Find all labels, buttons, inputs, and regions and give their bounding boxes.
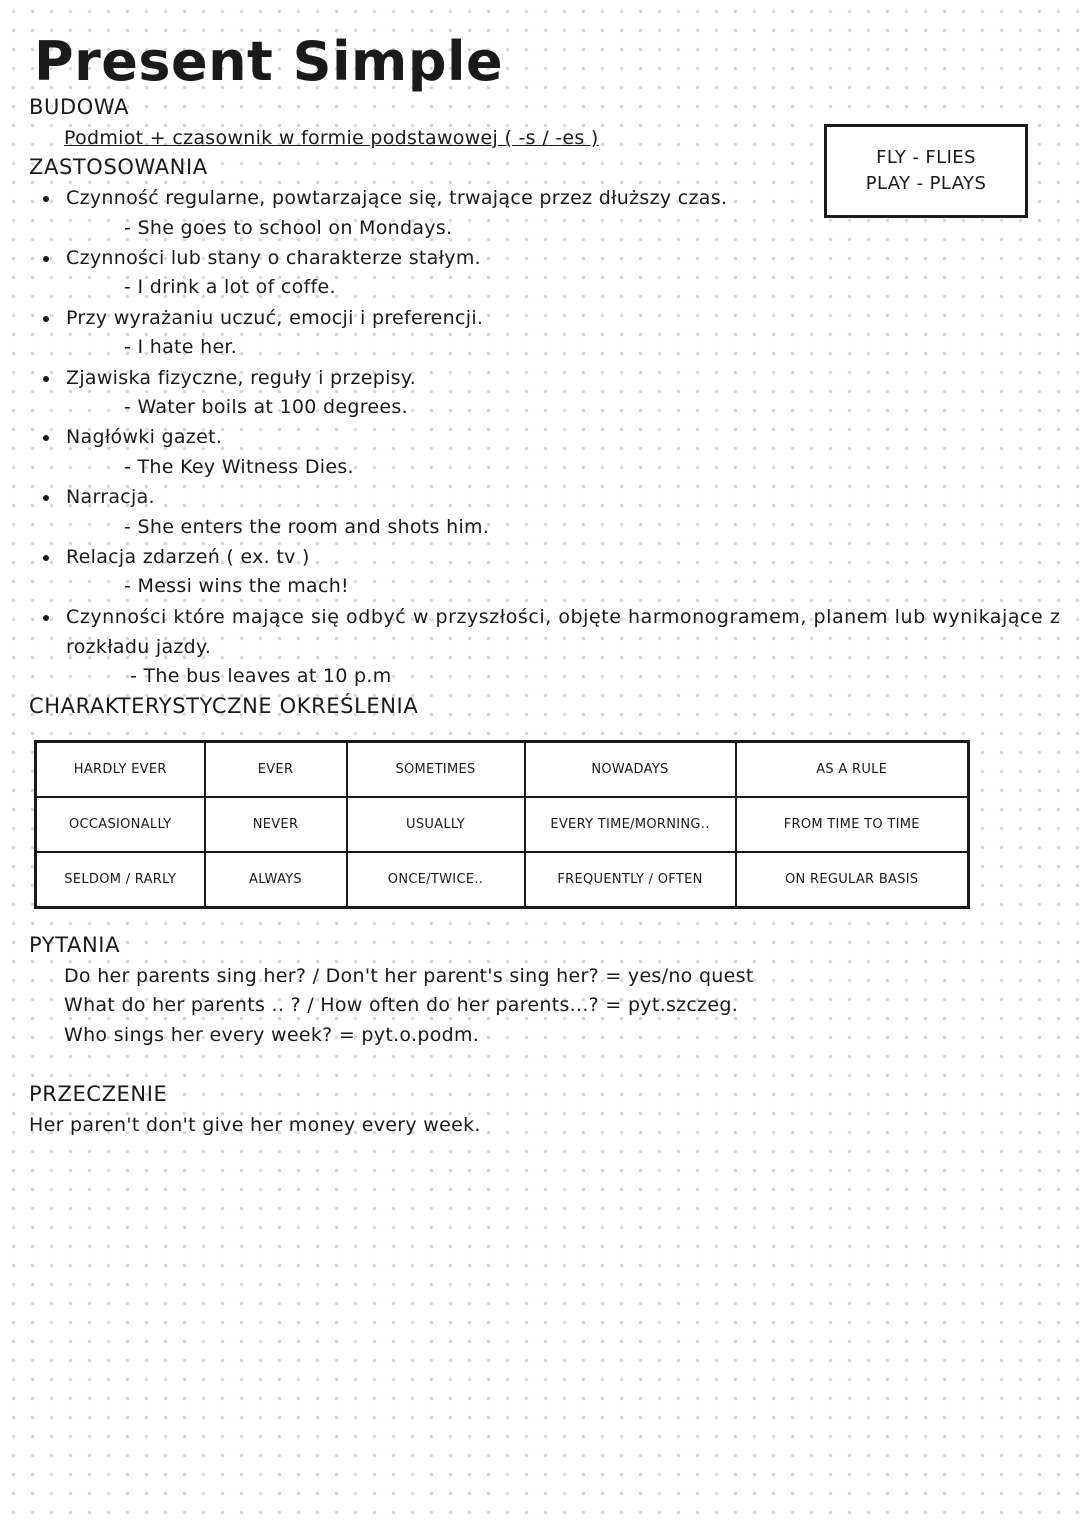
usage-example: - The bus leaves at 10 p.m bbox=[130, 665, 392, 687]
usage-item: Narracja. bbox=[66, 486, 155, 508]
page-title: Present Simple bbox=[34, 30, 504, 93]
table-cell: HARDLY EVER bbox=[36, 742, 205, 798]
bullet-icon bbox=[43, 316, 49, 322]
usage-example: - Water boils at 100 degrees. bbox=[124, 396, 408, 418]
bullet-icon bbox=[43, 376, 49, 382]
table-cell: FROM TIME TO TIME bbox=[736, 797, 969, 852]
section-heading-przeczenie: PRZECZENIE bbox=[29, 1082, 168, 1106]
usage-item: Czynności które mające się odbyć w przyszłości, objęte harmonogramem, planem lub wynikające z bbox=[66, 606, 1061, 628]
bullet-icon bbox=[43, 256, 49, 262]
section-heading-okreslenia: CHARAKTERYSTYCZNE OKREŚLENIA bbox=[29, 694, 419, 718]
bullet-icon bbox=[43, 615, 49, 621]
bullet-icon bbox=[43, 435, 49, 441]
table-cell: NEVER bbox=[205, 797, 347, 852]
table-cell: SOMETIMES bbox=[347, 742, 525, 798]
usage-example: - The Key Witness Dies. bbox=[124, 456, 354, 478]
spelling-box bbox=[824, 124, 1028, 218]
negation-example: Her paren't don't give her money every week. bbox=[29, 1114, 481, 1136]
table-row bbox=[36, 742, 969, 798]
question-example: What do her parents .. ? / How often do her parents...? = pyt.szczeg. bbox=[64, 994, 739, 1016]
bullet-icon bbox=[43, 555, 49, 561]
table-cell: OCCASIONALLY bbox=[36, 797, 205, 852]
spelling-line-fly: FLY - FLIES bbox=[876, 147, 976, 168]
section-heading-pytania: PYTANIA bbox=[29, 933, 121, 957]
time-expressions-table bbox=[34, 740, 970, 909]
table-cell: USUALLY bbox=[347, 797, 525, 852]
section-heading-budowa: BUDOWA bbox=[29, 95, 130, 119]
usage-item: Relacja zdarzeń ( ex. tv ) bbox=[66, 546, 310, 568]
bullet-icon bbox=[43, 196, 49, 202]
table-cell: ON REGULAR BASIS bbox=[736, 852, 969, 908]
table-cell: AS A RULE bbox=[736, 742, 969, 798]
usage-example: - I hate her. bbox=[124, 336, 238, 358]
table-cell: EVER bbox=[205, 742, 347, 798]
table-row bbox=[36, 797, 969, 852]
table-cell: FREQUENTLY / OFTEN bbox=[525, 852, 736, 908]
table-cell: NOWADAYS bbox=[525, 742, 736, 798]
question-example: Who sings her every week? = pyt.o.podm. bbox=[64, 1024, 480, 1046]
table-cell: SELDOM / RARLY bbox=[36, 852, 205, 908]
usage-item: Nagłówki gazet. bbox=[66, 426, 223, 448]
section-heading-zastosowania: ZASTOSOWANIA bbox=[29, 155, 208, 179]
table-cell: ONCE/TWICE.. bbox=[347, 852, 525, 908]
question-example: Do her parents sing her? / Don't her parent's sing her? = yes/no quest bbox=[64, 965, 754, 987]
usage-example: - I drink a lot of coffe. bbox=[124, 276, 336, 298]
usage-item: Czynność regularne, powtarzające się, trwające przez dłuższy czas. bbox=[66, 187, 728, 209]
spelling-line-play: PLAY - PLAYS bbox=[865, 173, 987, 194]
usage-example: - She enters the room and shots him. bbox=[124, 516, 490, 538]
usage-item-continued: rozkładu jazdy. bbox=[66, 636, 212, 658]
usage-item: Czynności lub stany o charakterze stałym. bbox=[66, 247, 481, 269]
structure-formula: Podmiot + czasownik w formie podstawowej ( -s / -es ) bbox=[64, 127, 599, 149]
usage-item: Zjawiska fizyczne, reguły i przepisy. bbox=[66, 367, 417, 389]
usage-example: - She goes to school on Mondays. bbox=[124, 217, 453, 239]
usage-item: Przy wyrażaniu uczuć, emocji i preferencji. bbox=[66, 307, 484, 329]
table-row bbox=[36, 852, 969, 908]
bullet-icon bbox=[43, 495, 49, 501]
table-cell: ALWAYS bbox=[205, 852, 347, 908]
table-cell: EVERY TIME/MORNING.. bbox=[525, 797, 736, 852]
usage-example: - Messi wins the mach! bbox=[124, 575, 349, 597]
